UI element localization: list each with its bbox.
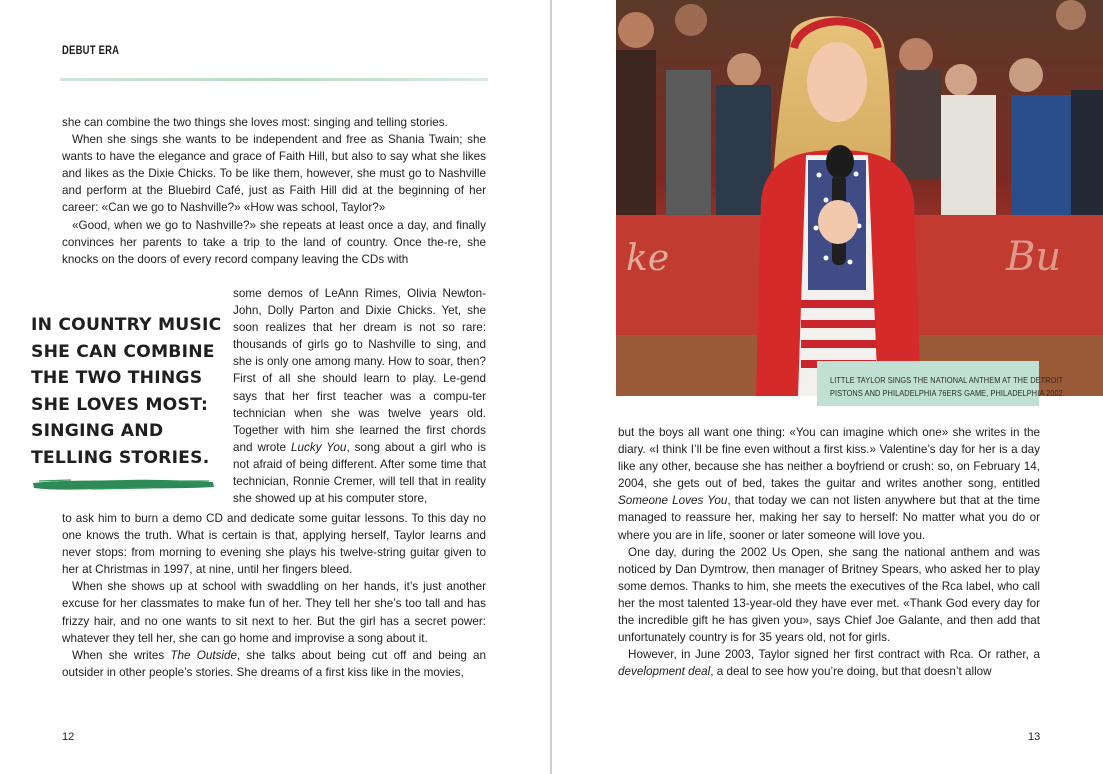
header-rule	[60, 78, 488, 81]
svg-text:ke: ke	[626, 238, 670, 279]
photo-illustration	[616, 0, 1103, 396]
paragraph-3: «Good, when we go to Nashville?» she repeats at least once a day, and finally convinces her parents to take a trip to the land of country. Once the-re, she knocks on the doors of every record company leaving the CDs with	[62, 218, 486, 266]
song-title-the-outside: The Outside	[170, 648, 238, 662]
paragraph-4: When she shows up at school with swaddling on her hands, it’s just another excuse for her classmates to make fun of her. They tell her she’s too tall and has frizzy hair, and no one wants to sit next to her. But the girl has a secret power: whatever they tell her, she can go home and improvise a song about it.	[62, 580, 486, 645]
paragraph-5	[62, 647, 486, 681]
caption-line-1: LITTLE TAYLOR SINGS THE NATIONAL ANTHEM AT THE DETROIT	[830, 376, 1064, 385]
page-number: 12	[62, 731, 75, 743]
paragraph-r2: One day, during the 2002 Us Open, she sang the national anthem and was noticed by Dan Dymtrow, then manager of Britney Spears, who asked her to play some demos. Thanks to him, she meets the executives of the Rca label, who call her the most talented 13-year-old they have ever met. «Thank God every day for the incredible gift he has given you», says Chief Joe Galante, and then add that unfortunately country is for 35 years old, not for girls.	[618, 545, 1040, 645]
left-page	[0, 0, 550, 774]
section-label: DEBUT ERA	[62, 45, 120, 57]
paragraph-r1-b: , that today we can not listen anywhere but that at the time managed to reassure her, making her say to herself: No matter what you do or where you are in life, sooner or later someone will love you.	[618, 494, 1040, 542]
paragraph-5-b: , she talks about being cut off and being an outsider in other people’s stories. She dreams of a first kiss like in the movies,	[62, 648, 486, 679]
paragraph-3-wrap-b: , song about a girl who is not afraid of being different. After some time that technician, Ronnie Cremer, will tell that in reality she showed up at his computer store,	[233, 440, 486, 506]
paragraph-3-wrap	[233, 285, 486, 507]
performance-photo	[616, 0, 1103, 396]
pull-quote: IN COUNTRY MUSIC SHE CAN COMBINE THE TWO THINGS SHE LOVES MOST: SINGING AND TELLING STORIES.	[31, 315, 222, 468]
green-brush-stroke	[31, 478, 215, 491]
body-text-top	[62, 114, 486, 268]
paragraph-1: she can combine the two things she loves most: singing and telling stories.	[62, 116, 448, 129]
body-text-right	[618, 424, 1040, 680]
paragraph-r3-b: , a deal to see how you’re doing, but that doesn’t allow	[710, 665, 992, 679]
paragraph-3-bottom: to ask him to burn a demo CD and dedicate some guitar lessons. To this day no one knows the truth. What is certain is that, applying herself, Taylor learns and never stops: from morning to evening she plays his twelve-string guitar given to her at Christmas in 1997, at nine, until her fingers bleed.	[62, 512, 486, 577]
paragraph-5-a: When she writes	[72, 648, 171, 662]
song-title-someone-loves-you: Someone Loves You	[618, 494, 728, 508]
term-development-deal: development deal	[618, 665, 711, 679]
photo-caption	[817, 361, 1065, 406]
paragraph-r1-a: but the boys all want one thing: «You can imagine which one» she writes in the diary. «I think I’ll be fine even without a first kiss.» Valentine’s day for her is a day like any other, because she has neither a boyfriend or crush: so, on February 14, 2004, she gets out of bed, takes the guitar and writes another song, entitled	[618, 426, 1040, 491]
right-page	[552, 0, 1103, 774]
paragraph-2: When she sings she wants to be independent and free as Shania Twain; she wants to have the elegance and grace of Faith Hill, but also to say what she likes and likes as the Dixie Chicks. To be like them, however, she must go to Nashville and perform at the Bluebird Café, just as Faith Hill did at the beginning of her career: «Can we go to Nashville?» «How was school, Taylor?»	[62, 133, 486, 215]
page-number: 13	[1028, 731, 1041, 743]
paragraph-r3-a: However, in June 2003, Taylor signed her first contract with Rca. Or rather, a	[628, 648, 1040, 662]
paragraph-r3	[618, 646, 1040, 680]
paragraph-r1	[618, 424, 1040, 544]
song-title-lucky-you: Lucky You	[291, 440, 347, 454]
svg-text:Bu: Bu	[1006, 234, 1062, 280]
body-text-bottom	[62, 510, 486, 681]
paragraph-3-wrap-a: some demos of LeAnn Rimes, Olivia Newton-John, Dolly Parton and Dixie Chicks. Yet, she soon realizes that her dream is not so rare: thousands of girls go to Nashville to sing, and she is only one among many. How to soar, then? First of all she should learn to play. Le-gend says that her first teacher was a compu-ter technician when she was twelve years old. Together with him she learned the first chords and wrote	[233, 287, 486, 454]
caption-line-2: PISTONS AND PHILADELPHIA 76ERS GAME, PHILADELPHIA 2002.	[830, 389, 1065, 398]
body-text-wrapped	[233, 285, 486, 507]
